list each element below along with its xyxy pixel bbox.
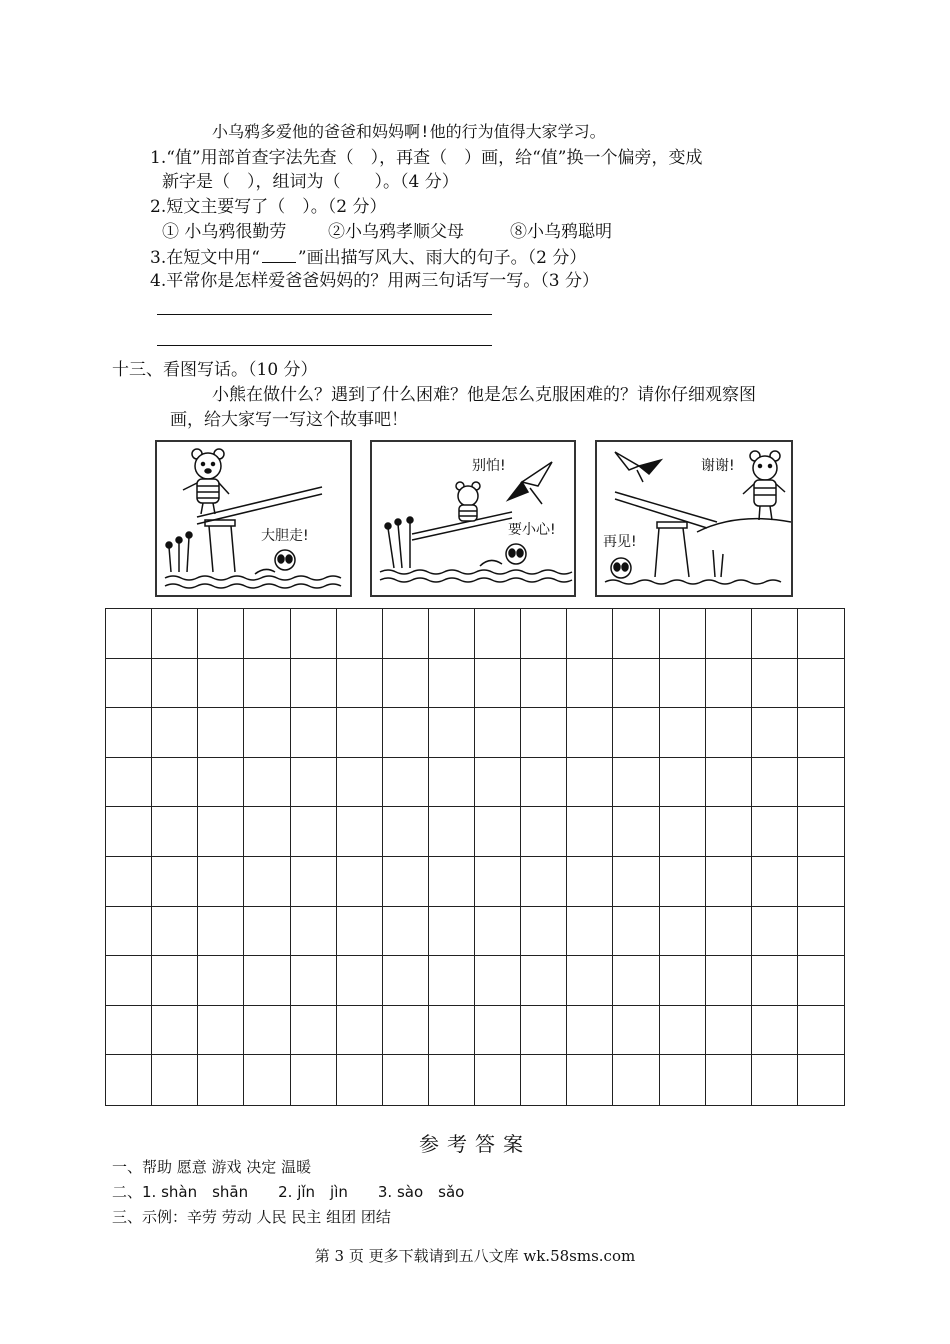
grid-cell[interactable] <box>660 1006 706 1056</box>
grid-cell[interactable] <box>521 609 567 659</box>
grid-cell[interactable] <box>521 1006 567 1056</box>
grid-cell[interactable] <box>383 907 429 957</box>
grid-cell[interactable] <box>752 758 798 808</box>
grid-cell[interactable] <box>660 758 706 808</box>
grid-cell[interactable] <box>567 807 613 857</box>
grid-cell[interactable] <box>475 807 521 857</box>
grid-cell[interactable] <box>291 907 337 957</box>
grid-cell[interactable] <box>337 807 383 857</box>
grid-cell[interactable] <box>521 956 567 1006</box>
grid-cell[interactable] <box>244 609 290 659</box>
grid-cell[interactable] <box>660 659 706 709</box>
grid-cell[interactable] <box>521 758 567 808</box>
grid-cell[interactable] <box>752 857 798 907</box>
grid-cell[interactable] <box>798 609 844 659</box>
panda-icon <box>480 544 526 566</box>
question-2-option-2: ②小乌鸦孝顺父母 <box>328 222 464 242</box>
grid-cell[interactable] <box>752 907 798 957</box>
grid-cell[interactable] <box>706 1006 752 1056</box>
grid-cell[interactable] <box>383 609 429 659</box>
grid-cell[interactable] <box>152 907 198 957</box>
grid-cell[interactable] <box>291 659 337 709</box>
grid-cell[interactable] <box>475 758 521 808</box>
grid-cell[interactable] <box>798 659 844 709</box>
grid-cell[interactable] <box>244 1006 290 1056</box>
answer-line-2-text: 二、1. shàn shān 2. jǐn jìn 3. sào sǎo <box>112 1183 465 1201</box>
grid-cell[interactable] <box>752 609 798 659</box>
grid-cell[interactable] <box>752 956 798 1006</box>
grid-cell[interactable] <box>706 807 752 857</box>
grid-cell[interactable] <box>660 708 706 758</box>
grid-cell[interactable] <box>106 758 152 808</box>
grid-cell[interactable] <box>567 659 613 709</box>
grid-cell[interactable] <box>244 659 290 709</box>
grid-cell[interactable] <box>291 758 337 808</box>
grid-cell[interactable] <box>706 857 752 907</box>
picture-panel-1 <box>155 440 352 597</box>
grid-cell[interactable] <box>567 609 613 659</box>
grid-cell[interactable] <box>244 956 290 1006</box>
grid-cell[interactable] <box>152 1055 198 1105</box>
grid-cell[interactable] <box>198 659 244 709</box>
grid-cell[interactable] <box>198 857 244 907</box>
reed-plant-icon <box>385 517 413 568</box>
section-13-heading: 十三、看图写话。（10 分） <box>112 360 318 380</box>
grid-cell[interactable] <box>383 1055 429 1105</box>
grid-cell[interactable] <box>475 907 521 957</box>
grid-cell[interactable] <box>567 956 613 1006</box>
grid-cell[interactable] <box>244 758 290 808</box>
grid-cell[interactable] <box>567 907 613 957</box>
bird-icon <box>615 452 661 482</box>
grid-cell[interactable] <box>429 708 475 758</box>
grid-cell[interactable] <box>706 758 752 808</box>
grid-cell[interactable] <box>383 956 429 1006</box>
grid-cell[interactable] <box>798 807 844 857</box>
grid-cell[interactable] <box>337 758 383 808</box>
grid-cell[interactable] <box>337 1055 383 1105</box>
grid-cell[interactable] <box>475 956 521 1006</box>
grid-cell[interactable] <box>106 659 152 709</box>
grid-cell[interactable] <box>798 1055 844 1105</box>
grid-cell[interactable] <box>567 857 613 907</box>
grid-cell[interactable] <box>106 609 152 659</box>
passage-end: 小乌鸦多爱他的爸爸和妈妈啊!他的行为值得大家学习。 <box>212 122 606 141</box>
grid-cell[interactable] <box>475 708 521 758</box>
grid-cell[interactable] <box>613 609 659 659</box>
grid-cell[interactable] <box>475 609 521 659</box>
grid-cell[interactable] <box>660 956 706 1006</box>
panda-icon <box>255 550 295 574</box>
grid-cell[interactable] <box>660 857 706 907</box>
grid-cell[interactable] <box>152 1006 198 1056</box>
writing-grid[interactable] <box>105 608 845 1106</box>
grid-cell[interactable] <box>521 659 567 709</box>
grid-cell[interactable] <box>291 1006 337 1056</box>
question-1-line2: 新字是（ ），组词为（ ）。（4 分） <box>162 172 459 192</box>
grid-cell[interactable] <box>291 807 337 857</box>
grid-cell[interactable] <box>383 1006 429 1056</box>
answer-line-1-text: 一、帮助 愿意 游戏 决定 温暖 <box>112 1158 312 1176</box>
panda-icon <box>611 558 631 578</box>
grid-cell[interactable] <box>429 807 475 857</box>
question-3-blank <box>262 248 296 263</box>
grid-cell[interactable] <box>798 857 844 907</box>
grid-cell[interactable] <box>752 708 798 758</box>
grid-cell[interactable] <box>567 758 613 808</box>
grid-cell[interactable] <box>798 758 844 808</box>
grid-cell[interactable] <box>429 1055 475 1105</box>
grid-cell[interactable] <box>337 857 383 907</box>
grid-cell[interactable] <box>337 907 383 957</box>
grid-cell[interactable] <box>660 1055 706 1105</box>
panel-2-caption-top: 别怕! <box>472 458 506 474</box>
grid-cell[interactable] <box>337 659 383 709</box>
grid-cell[interactable] <box>706 609 752 659</box>
grid-cell[interactable] <box>475 1006 521 1056</box>
page-footer: 第 3 页 更多下载请到五八文库 wk.58sms.com <box>314 1247 636 1265</box>
grid-cell[interactable] <box>337 956 383 1006</box>
grid-cell[interactable] <box>521 907 567 957</box>
grid-cell[interactable] <box>152 956 198 1006</box>
grid-cell[interactable] <box>152 857 198 907</box>
grid-cell[interactable] <box>660 609 706 659</box>
grid-cell[interactable] <box>429 609 475 659</box>
grid-cell[interactable] <box>291 609 337 659</box>
section-13-prompt-line2: 画，给大家写一写这个故事吧！ <box>170 410 408 430</box>
grid-cell[interactable] <box>567 1055 613 1105</box>
grid-cell[interactable] <box>660 907 706 957</box>
answer-line-2[interactable] <box>157 345 492 346</box>
grid-cell[interactable] <box>706 956 752 1006</box>
grid-cell[interactable] <box>198 807 244 857</box>
grid-cell[interactable] <box>798 1006 844 1056</box>
grid-cell[interactable] <box>106 907 152 957</box>
grid-cell[interactable] <box>291 956 337 1006</box>
grid-cell[interactable] <box>521 708 567 758</box>
panel-1-caption: 大胆走! <box>261 528 309 544</box>
bird-icon <box>508 462 552 504</box>
bear-icon <box>743 451 785 520</box>
grid-cell[interactable] <box>106 956 152 1006</box>
grid-cell[interactable] <box>613 807 659 857</box>
answer-line-1[interactable] <box>157 314 492 315</box>
question-1-line1: 1.“值”用部首查字法先查（ ），再查（ ）画，给“值”换一个偏旁，变成 <box>150 148 703 168</box>
panel-3-caption-bottom: 再见! <box>603 534 637 550</box>
grid-cell[interactable] <box>521 807 567 857</box>
grid-cell[interactable] <box>106 1055 152 1105</box>
grid-cell[interactable] <box>613 1006 659 1056</box>
grid-cell[interactable] <box>798 956 844 1006</box>
grid-cell[interactable] <box>475 1055 521 1105</box>
grid-cell[interactable] <box>244 857 290 907</box>
answer-key-title: 参考答案 <box>419 1132 531 1156</box>
grid-cell[interactable] <box>198 758 244 808</box>
grid-cell[interactable] <box>152 708 198 758</box>
grid-cell[interactable] <box>429 758 475 808</box>
picture-panel-2 <box>370 440 576 597</box>
grid-cell[interactable] <box>291 1055 337 1105</box>
grid-cell[interactable] <box>106 857 152 907</box>
grid-cell[interactable] <box>752 1055 798 1105</box>
grid-cell[interactable] <box>106 807 152 857</box>
grid-cell[interactable] <box>198 708 244 758</box>
grid-cell[interactable] <box>752 807 798 857</box>
grid-cell[interactable] <box>198 609 244 659</box>
grid-cell[interactable] <box>429 907 475 957</box>
grid-cell[interactable] <box>198 1055 244 1105</box>
reed-plant-icon <box>166 532 192 572</box>
grid-cell[interactable] <box>613 956 659 1006</box>
grid-cell[interactable] <box>106 1006 152 1056</box>
grid-cell[interactable] <box>152 659 198 709</box>
grid-cell[interactable] <box>429 857 475 907</box>
question-3-after: ”画出描写风大、雨大的句子。（2 分） <box>297 248 587 268</box>
grid-cell[interactable] <box>706 659 752 709</box>
grid-cell[interactable] <box>337 1006 383 1056</box>
question-2-option-1: ① 小乌鸦很勤劳 <box>162 222 287 242</box>
question-3 <box>150 248 586 267</box>
grid-cell[interactable] <box>660 807 706 857</box>
grid-cell[interactable] <box>152 807 198 857</box>
grid-cell[interactable] <box>429 1006 475 1056</box>
grid-cell[interactable] <box>198 907 244 957</box>
grid-cell[interactable] <box>706 907 752 957</box>
grid-cell[interactable] <box>475 659 521 709</box>
grid-cell[interactable] <box>337 708 383 758</box>
grid-cell[interactable] <box>429 956 475 1006</box>
panel-2-caption-bottom: 要小心! <box>508 522 556 538</box>
answer-line-3-text: 三、示例：辛劳 劳动 人民 民主 组团 团结 <box>112 1208 391 1226</box>
grid-cell[interactable] <box>613 659 659 709</box>
reed-plant-icon <box>713 550 723 577</box>
grid-cell[interactable] <box>383 857 429 907</box>
grid-cell[interactable] <box>752 659 798 709</box>
grid-cell[interactable] <box>613 857 659 907</box>
grid-cell[interactable] <box>291 708 337 758</box>
grid-cell[interactable] <box>752 1006 798 1056</box>
grid-cell[interactable] <box>613 708 659 758</box>
grid-cell[interactable] <box>198 956 244 1006</box>
grid-cell[interactable] <box>706 708 752 758</box>
grid-cell[interactable] <box>152 609 198 659</box>
grid-cell[interactable] <box>383 807 429 857</box>
question-2: 2.短文主要写了（ ）。（2 分） <box>150 197 387 217</box>
grid-cell[interactable] <box>521 857 567 907</box>
grid-cell[interactable] <box>244 907 290 957</box>
question-3-before: 3.在短文中用“ <box>150 248 260 268</box>
bear-icon <box>183 449 229 514</box>
grid-cell[interactable] <box>383 659 429 709</box>
grid-cell[interactable] <box>152 758 198 808</box>
grid-cell[interactable] <box>337 609 383 659</box>
question-2-option-3: ⑧小乌鸦聪明 <box>510 222 612 242</box>
grid-cell[interactable] <box>798 907 844 957</box>
grid-cell[interactable] <box>244 807 290 857</box>
grid-cell[interactable] <box>613 907 659 957</box>
grid-cell[interactable] <box>567 708 613 758</box>
grid-cell[interactable] <box>706 1055 752 1105</box>
grid-cell[interactable] <box>429 659 475 709</box>
panel-3-caption-top: 谢谢! <box>701 458 735 474</box>
grid-cell[interactable] <box>613 758 659 808</box>
grid-cell[interactable] <box>198 1006 244 1056</box>
picture-panel-3 <box>595 440 793 597</box>
section-13-prompt-line1: 小熊在做什么？遇到了什么困难？他是怎么克服困难的？请你仔细观察图 <box>212 385 756 405</box>
grid-cell[interactable] <box>383 708 429 758</box>
grid-cell[interactable] <box>244 1055 290 1105</box>
grid-cell[interactable] <box>798 708 844 758</box>
grid-cell[interactable] <box>521 1055 567 1105</box>
grid-cell[interactable] <box>613 1055 659 1105</box>
bear-icon <box>456 482 480 521</box>
grid-cell[interactable] <box>106 708 152 758</box>
grid-cell[interactable] <box>475 857 521 907</box>
grid-cell[interactable] <box>291 857 337 907</box>
grid-cell[interactable] <box>383 758 429 808</box>
question-4: 4.平常你是怎样爱爸爸妈妈的？用两三句话写一写。（3 分） <box>150 271 599 291</box>
grid-cell[interactable] <box>244 708 290 758</box>
grid-cell[interactable] <box>567 1006 613 1056</box>
